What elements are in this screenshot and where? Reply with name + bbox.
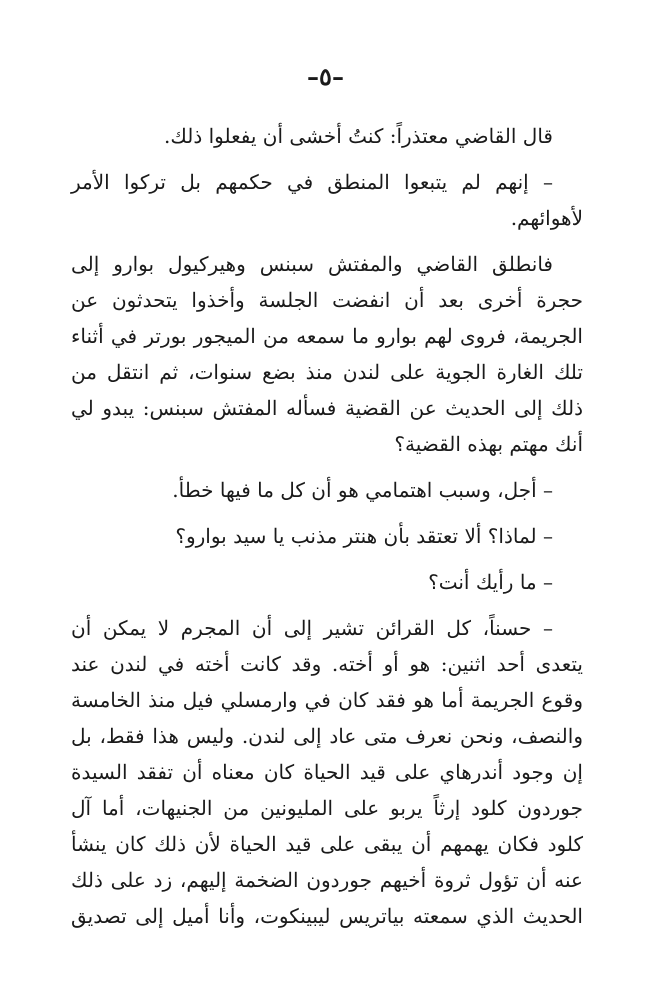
paragraph-judge-apology: قال القاضي معتذراً: كنتُ أخشى أن يفعلوا ذلك. (164, 124, 553, 148)
paragraph-poirot-question: – ما رأيك أنت؟ (428, 570, 553, 594)
paragraph-spence-question: – لماذا؟ ألا تعتقد بأن هنتر مذنب يا سيد بوارو؟ (175, 524, 553, 548)
page-number: –٥– (307, 62, 344, 91)
paragraph-poirot-reply: – أجل، وسبب اهتمامي هو أن كل ما فيها خطأ. (172, 478, 553, 502)
paragraph-verdict-remark: – إنهم لم يتبعوا المنطق في حكمهم بل تركوا الأمر لأهوائهم. (71, 170, 583, 230)
paragraph-spence-reasoning: – حسناً، كل القرائن تشير إلى أن المجرم لا يمكن أن يتعدى أحد اثنين: هو أو أخته. وقد كانت أخته في لندن عند وقوع الجريمة أما هو فقد كان في وارمسلي فيل منذ الخامسة والنصف، ونحن نعرف متى عاد إلى لندن. وليس هذا فقط، بل إن وجود أندرهاي على قيد الحياة كان معناه أن تفقد السيدة جوردون كلود إرثاً يربو على المليونين من الجنيهات، أما آل كلود فكان يهمهم أن يبقى على قيد الحياة لأن ذلك كان ينشأ عنه أن تؤول ثروة أخيهم جوردون الضخمة إليهم، زد على ذلك الحديث الذي سمعته بياتريس ليبينكوت، وأنا أميل إلى تصديق (71, 616, 583, 928)
paragraph-narration: فانطلق القاضي والمفتش سبنس وهيركيول بوارو إلى حجرة أخرى بعد أن انفضت الجلسة وأخذوا يتحدثون عن الجريمة، فروى لهم بوارو ما سمعه من الميجور بورتر في أثناء تلك الغارة الجوية على لندن منذ بضع سنوات، ثم انتقل من ذلك إلى الحديث عن القضية فسأله المفتش سبنس: يبدو لي أنك مهتم بهذه القضية؟ (71, 252, 583, 456)
body-text (71, 118, 583, 944)
